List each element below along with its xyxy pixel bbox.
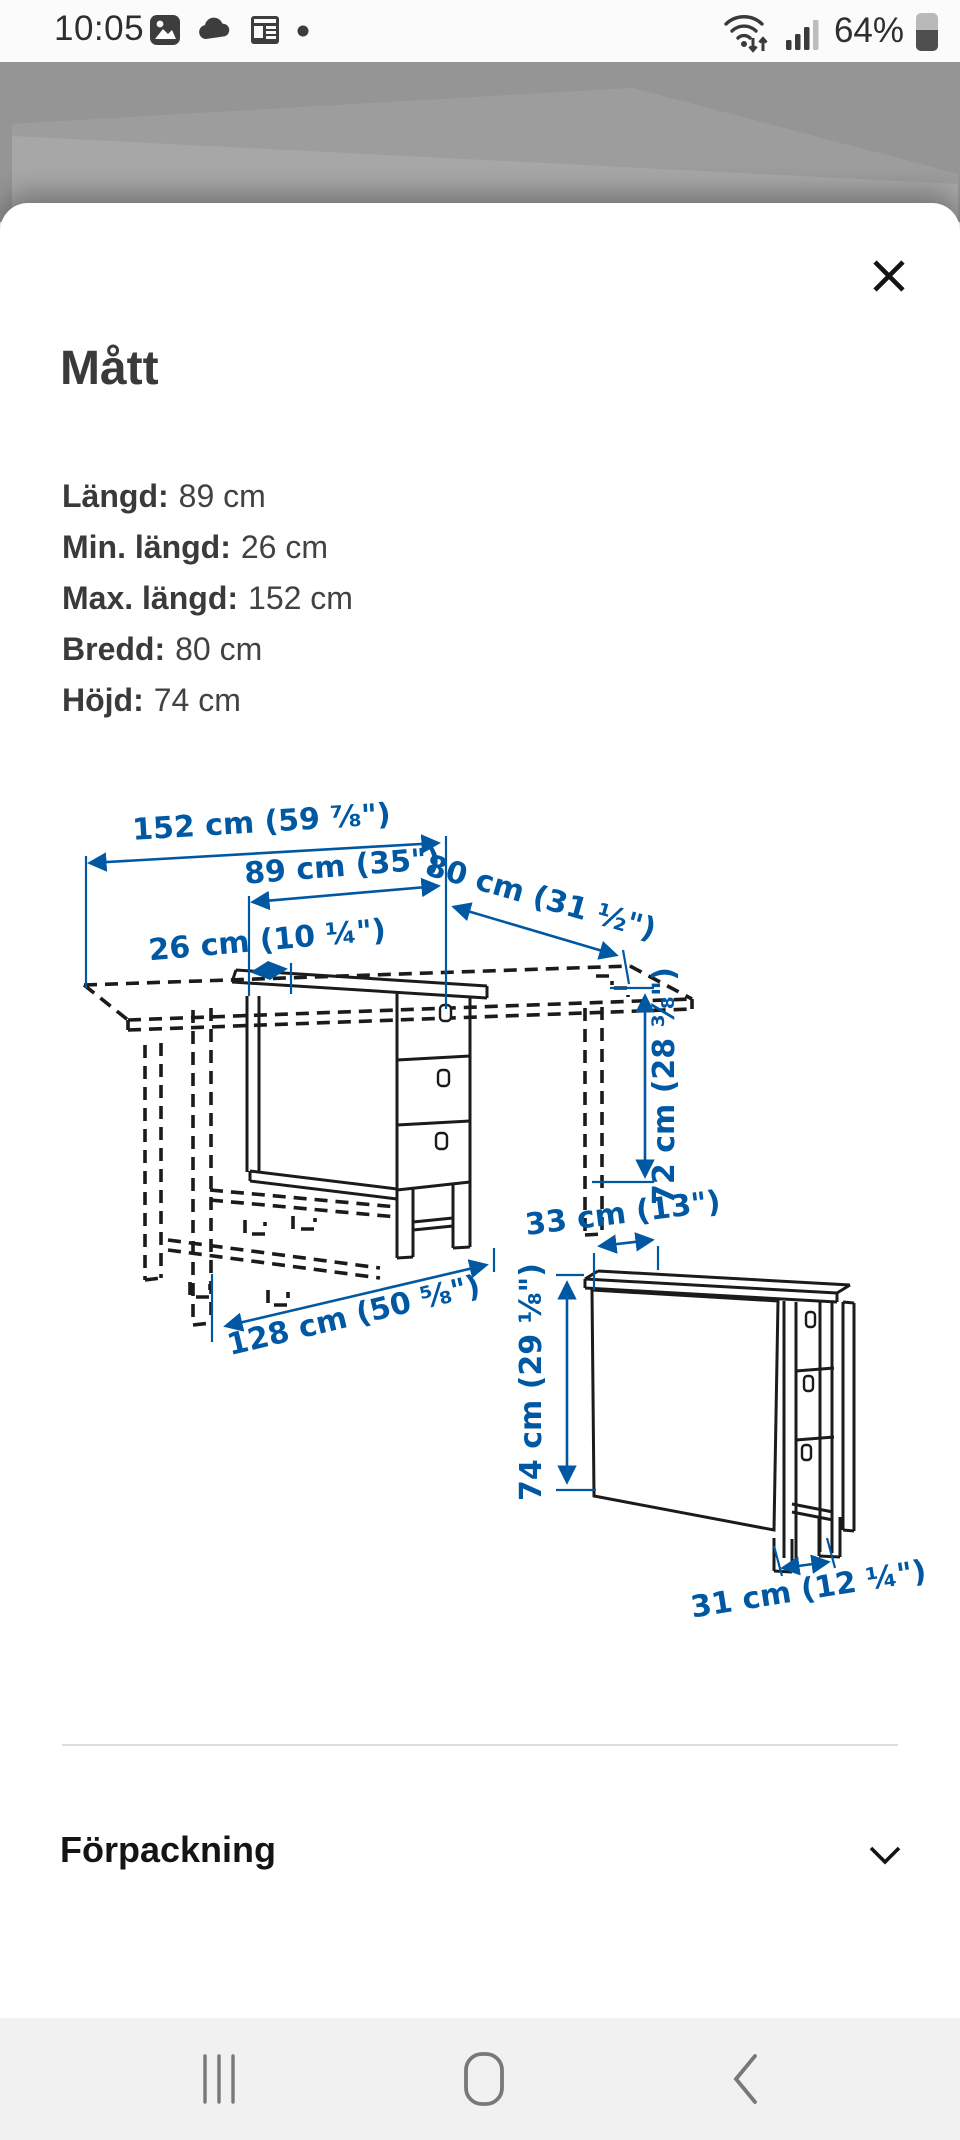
dimension-row-max-langd: Max. längd: 152 cm xyxy=(62,580,353,616)
battery-icon xyxy=(914,8,940,54)
dim-base-depth: 31 cm (12 ¼") xyxy=(688,1553,929,1626)
sheet-title: Mått xyxy=(60,342,159,395)
android-nav-bar xyxy=(0,2018,960,2140)
dim-length: 89 cm (35") xyxy=(242,841,442,892)
dim-clearance: 72 cm (28 ⅜") xyxy=(647,967,682,1205)
dimension-row-min-langd: Min. längd: 26 cm xyxy=(62,529,328,565)
dim-width: 80 cm (31 ½") xyxy=(421,848,660,948)
back-icon xyxy=(731,2053,759,2105)
dimension-row-hojd: Höjd: 74 cm xyxy=(62,682,241,718)
close-icon xyxy=(869,256,909,296)
more-notifications-dot-icon xyxy=(296,12,310,48)
measurements-sheet xyxy=(0,203,960,2140)
dim-floor-span: 128 cm (50 ⅝") xyxy=(223,1268,484,1363)
recents-button[interactable] xyxy=(195,2048,243,2110)
gallery-notification-icon xyxy=(148,12,182,48)
close-button[interactable] xyxy=(860,247,918,305)
cloud-notification-icon xyxy=(196,12,234,48)
news-notification-icon xyxy=(248,12,282,48)
dimension-list xyxy=(62,471,353,726)
recents-icon xyxy=(201,2054,237,2104)
cellular-signal-icon xyxy=(784,8,824,54)
battery-percent: 64% xyxy=(833,11,904,50)
notification-icons xyxy=(148,12,310,48)
packaging-label: Förpackning xyxy=(60,1829,277,1870)
packaging-accordion[interactable] xyxy=(0,1811,960,1903)
dimension-diagram xyxy=(40,780,930,1660)
dimension-row-langd: Längd: 89 cm xyxy=(62,478,266,514)
dim-height: 74 cm (29 ⅛") xyxy=(514,1263,549,1501)
dimension-row-bredd: Bredd: 80 cm xyxy=(62,631,263,667)
back-button[interactable] xyxy=(725,2047,765,2111)
section-divider xyxy=(62,1744,898,1746)
status-time: 10:05 xyxy=(54,9,145,48)
wifi-icon xyxy=(722,8,774,54)
home-icon xyxy=(462,2051,506,2107)
folded-table-lines xyxy=(585,1271,854,1572)
dim-top-depth: 33 cm (13") xyxy=(523,1184,723,1243)
home-button[interactable] xyxy=(456,2045,512,2113)
dim-length-max: 152 cm (59 ⅞") xyxy=(131,797,392,848)
chevron-down-icon xyxy=(868,1845,902,1867)
dim-length-min: 26 cm (10 ¼") xyxy=(147,912,388,969)
dimension-labels xyxy=(131,797,929,1625)
system-status-icons xyxy=(722,8,940,54)
product-photo-tabletop xyxy=(0,62,960,222)
dimmed-backdrop-scrim[interactable] xyxy=(0,62,960,222)
status-bar xyxy=(0,0,960,62)
